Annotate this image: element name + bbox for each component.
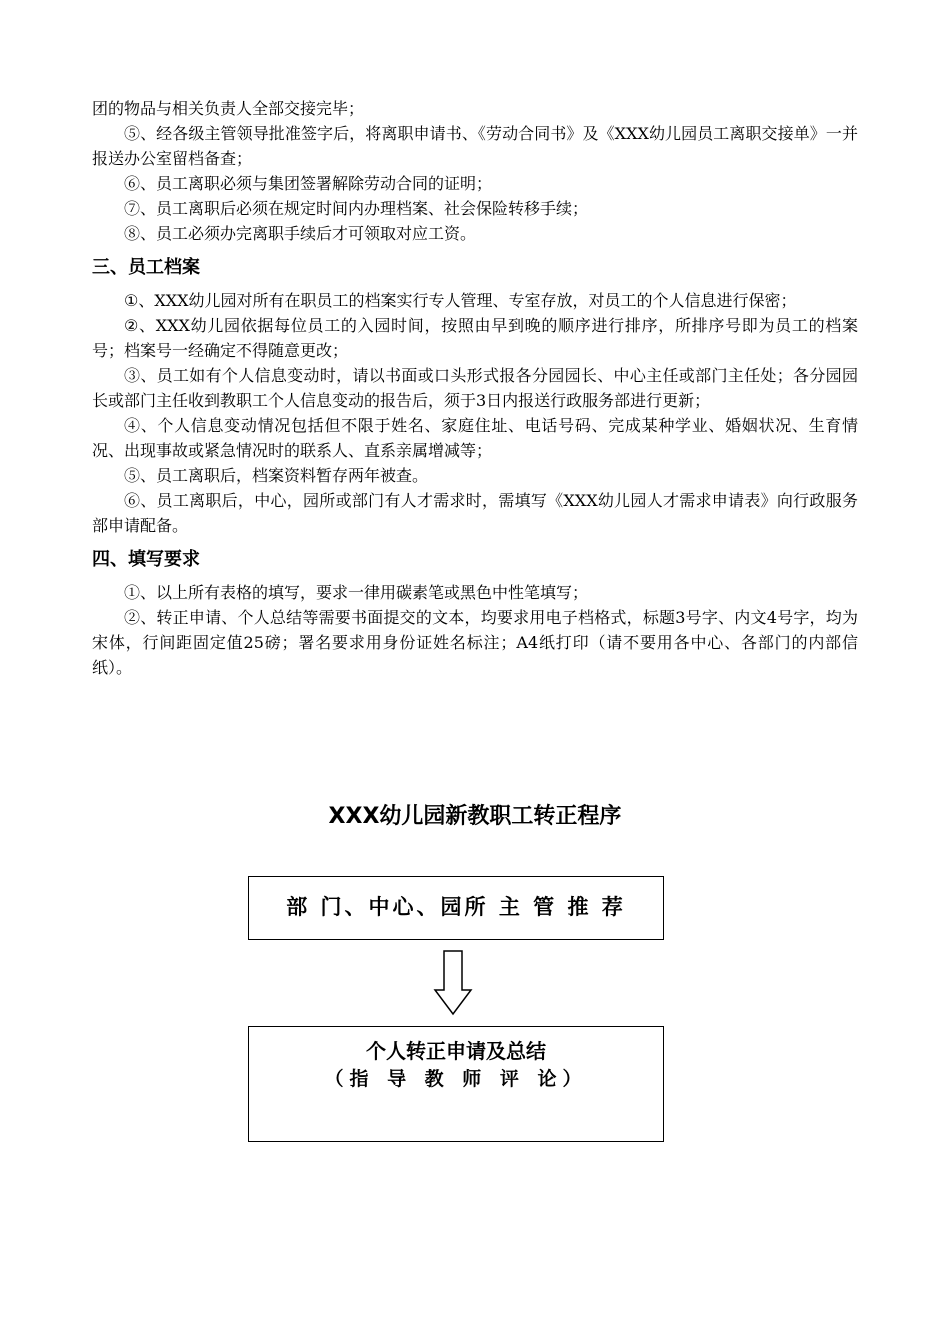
section-heading-employee-archives: 三、员工档案	[92, 257, 200, 278]
archives-item-2: ②、XXX幼儿园依据每位员工的入园时间，按照由早到晚的顺序进行排序，所排序号即为员工的档案号；档案号一经确定不得随意更改；	[92, 316, 858, 360]
requirements-item-2: ②、转正申请、个人总结等需要书面提交的文本，均要求用电子档格式，标题3号字、内文4号字，均为宋体，行间距固定值25磅；署名要求用身份证姓名标注；A4纸打印（请不要用各中心、各部门的内部信纸）。	[92, 608, 858, 677]
archives-item-3: ③、员工如有个人信息变动时，请以书面或口头形式报各分园园长、中心主任或部门主任处；各分园园长或部门主任收到教职工个人信息变动的报告后，须于3日内报送行政服务部进行更新；	[92, 366, 858, 410]
requirements-item-1: ①、以上所有表格的填写，要求一律用碳素笔或黑色中性笔填写；	[124, 583, 589, 602]
step-application-sublabel: （指 导 教 师 评 论）	[324, 1068, 588, 1090]
paragraph-item-6: ⑥、员工离职必须与集团签署解除劳动合同的证明；	[124, 174, 493, 193]
document-body	[92, 96, 858, 680]
paragraph-item-7: ⑦、员工离职后必须在规定时间内办理档案、社会保险转移手续；	[124, 199, 589, 218]
flowchart-step-application	[248, 1026, 664, 1142]
section-heading-filling-requirements: 四、填写要求	[92, 549, 200, 570]
step-recommendation-label: 部 门、中心、园所 主 管 推 荐	[286, 895, 626, 919]
hollow-down-arrow-icon	[433, 950, 473, 1016]
flowchart-title: XXX幼儿园新教职工转正程序	[328, 804, 622, 829]
paragraph-item-8: ⑧、员工必须办完离职手续后才可领取对应工资。	[124, 224, 477, 243]
archives-item-1: ①、XXX幼儿园对所有在职员工的档案实行专人管理、专室存放，对员工的个人信息进行保密；	[124, 291, 797, 310]
step-application-label: 个人转正申请及总结	[366, 1039, 546, 1063]
paragraph-item-5: ⑤、经各级主管领导批准签字后，将离职申请书、《劳动合同书》及《XXX幼儿园员工离职交接单》一并报送办公室留档备查；	[92, 124, 858, 168]
archives-item-5: ⑤、员工离职后，档案资料暂存两年被查。	[124, 466, 429, 485]
flowchart-step-recommendation	[248, 876, 664, 940]
archives-item-6: ⑥、员工离职后，中心，园所或部门有人才需求时，需填写《XXX幼儿园人才需求申请表》向行政服务部申请配备。	[92, 491, 858, 535]
paragraph-continuation: 团的物品与相关负责人全部交接完毕；	[92, 99, 365, 118]
archives-item-4: ④、个人信息变动情况包括但不限于姓名、家庭住址、电话号码、完成某种学业、婚姻状况、生育情况、出现事故或紧急情况时的联系人、直系亲属增减等；	[92, 416, 858, 460]
